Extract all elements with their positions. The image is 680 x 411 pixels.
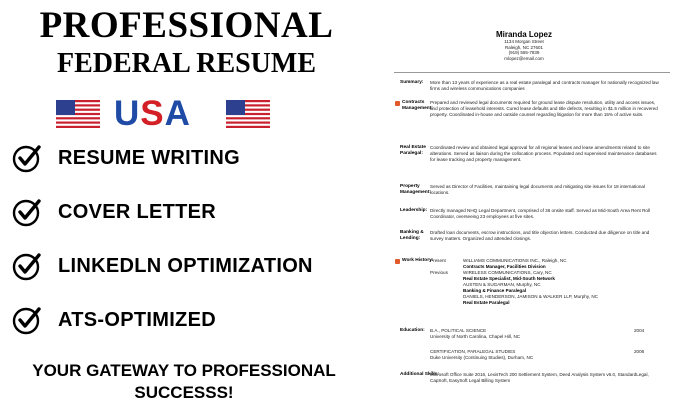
section-text: Coordinated review and obtained legal approval for all regional leases and lease amendments related to site alterations. Served as liaison during the collocation process. Populated and supervised maintenance databases for lease tracking and property management. [430, 145, 657, 162]
edit-marker-icon [395, 101, 400, 106]
work-row: Previous WIRELESS COMMUNICATIONS, Cary, NC [430, 270, 552, 275]
work-row: Present WILLIAMS COMMUNICATIONS INC., Raleigh, NC [430, 258, 567, 263]
feature-label: RESUME WRITING [58, 147, 240, 169]
tagline-line: SUCCESSS! [134, 383, 234, 402]
resume-city: Raleigh, NC 27601 [504, 44, 544, 50]
work-row: Banking & Finance Paralegal [463, 288, 527, 293]
section-label: Additional Skills: [400, 372, 439, 377]
edit-marker-icon [395, 259, 400, 264]
section-label: Contracts Management: [402, 100, 433, 111]
check-circle-icon [12, 143, 42, 173]
work-row: DANIELS, HENDERSON, JAMISON & WALKER LLP, Murphy, NC [463, 294, 598, 299]
resume-address: 1134 Morgan Street [504, 39, 544, 44]
section-text: More than 13 years of experience as a real estate paralegal and contracts manager for nationally recognized law firms and wireless communications companies [430, 80, 659, 91]
resume-header [474, 30, 574, 61]
check-circle-icon [12, 251, 42, 281]
feature-label: ATS-OPTIMIZED [58, 309, 216, 331]
section-label: Summary: [400, 80, 424, 85]
work-row: Contracts Manager, Facilities Division [463, 264, 546, 269]
section-label: Leadership: [400, 208, 428, 213]
feature-item [12, 251, 362, 281]
section-label: Real Estate Paralegal: [400, 145, 426, 156]
check-circle-icon [12, 305, 42, 335]
resume-phone: (919) 555-7839 [508, 50, 540, 56]
section-text: Drafted loan documents, escrow instructions, and title objection letters. Conducted due diligence on title and survey matters. Organized and attended closings. [430, 230, 650, 241]
education-degree: B.A., POLITICAL SCIENCE [430, 328, 487, 333]
work-row: Real Estate Specialist, Mid-South Network [463, 276, 555, 281]
country-row [0, 96, 368, 136]
section-text: Prepared and reviewed legal documents required for ground lease dispute resolution, utility and access issues, and protection of leasehold interests. Cured lease defaults and title defects, resulting in $1.5 million in recovered property. Coordinated in-house and outside counsel regarding litigation for more than 15% of active suits. [430, 100, 658, 117]
tagline-line: YOUR GATEWAY TO PROFESSIONAL [32, 361, 336, 380]
section-text: Directly managed NHQ Legal Department, comprised of 36 onsite staff. Served as Mid-South Area Rent Roll Coordinator, overseeing 23 employees at five sites. [430, 208, 651, 219]
feature-item [12, 197, 362, 227]
section-label: Property Management: [400, 184, 431, 195]
section-text: Served as Director of Facilities, maintaining legal documents and mitigating site issues for 18 international locations. [430, 184, 645, 195]
section-label: Education: [400, 328, 425, 333]
promo-subtitle: FEDERAL RESUME [56, 48, 317, 79]
education-degree: CERTIFICATION, PARALEGAL STUDIES [430, 349, 516, 354]
us-flag-icon [226, 100, 270, 128]
education-year: 2004 [634, 328, 645, 333]
header-divider [394, 72, 670, 73]
feature-item [12, 143, 362, 173]
education-school: University of North Carolina, Chapel Hill, NC [430, 334, 521, 339]
usa-label: USA [114, 94, 191, 133]
work-row: AUSTEN & SUGARMAN, Murphy, NC [463, 282, 541, 287]
section-text: Microsoft Office Suite 2016, LexisTech 200 Settlement System, Deed Analysis System v6.0, StandardLegal, CapSoft, EasySoft Legal Billing System [430, 372, 649, 383]
section-label: Banking & Lending: [400, 230, 424, 241]
promo-title: PROFESSIONAL [39, 5, 334, 46]
resume-name: Miranda Lopez [495, 30, 552, 39]
us-flag-icon [56, 100, 100, 128]
resume-document [384, 0, 680, 411]
education-school: Duke University (Continuing Studies), Durham, NC [430, 355, 534, 360]
check-circle-icon [12, 197, 42, 227]
tagline [0, 360, 368, 404]
feature-label: LINKEDLN OPTIMIZATION [58, 255, 313, 277]
resume-email: mlopez@email.com [504, 55, 544, 61]
education-year: 2006 [634, 349, 645, 354]
work-row: Real Estate Paralegal [463, 300, 510, 305]
feature-item [12, 305, 362, 335]
feature-label: COVER LETTER [58, 201, 217, 223]
section-label: Work History: [402, 258, 434, 263]
